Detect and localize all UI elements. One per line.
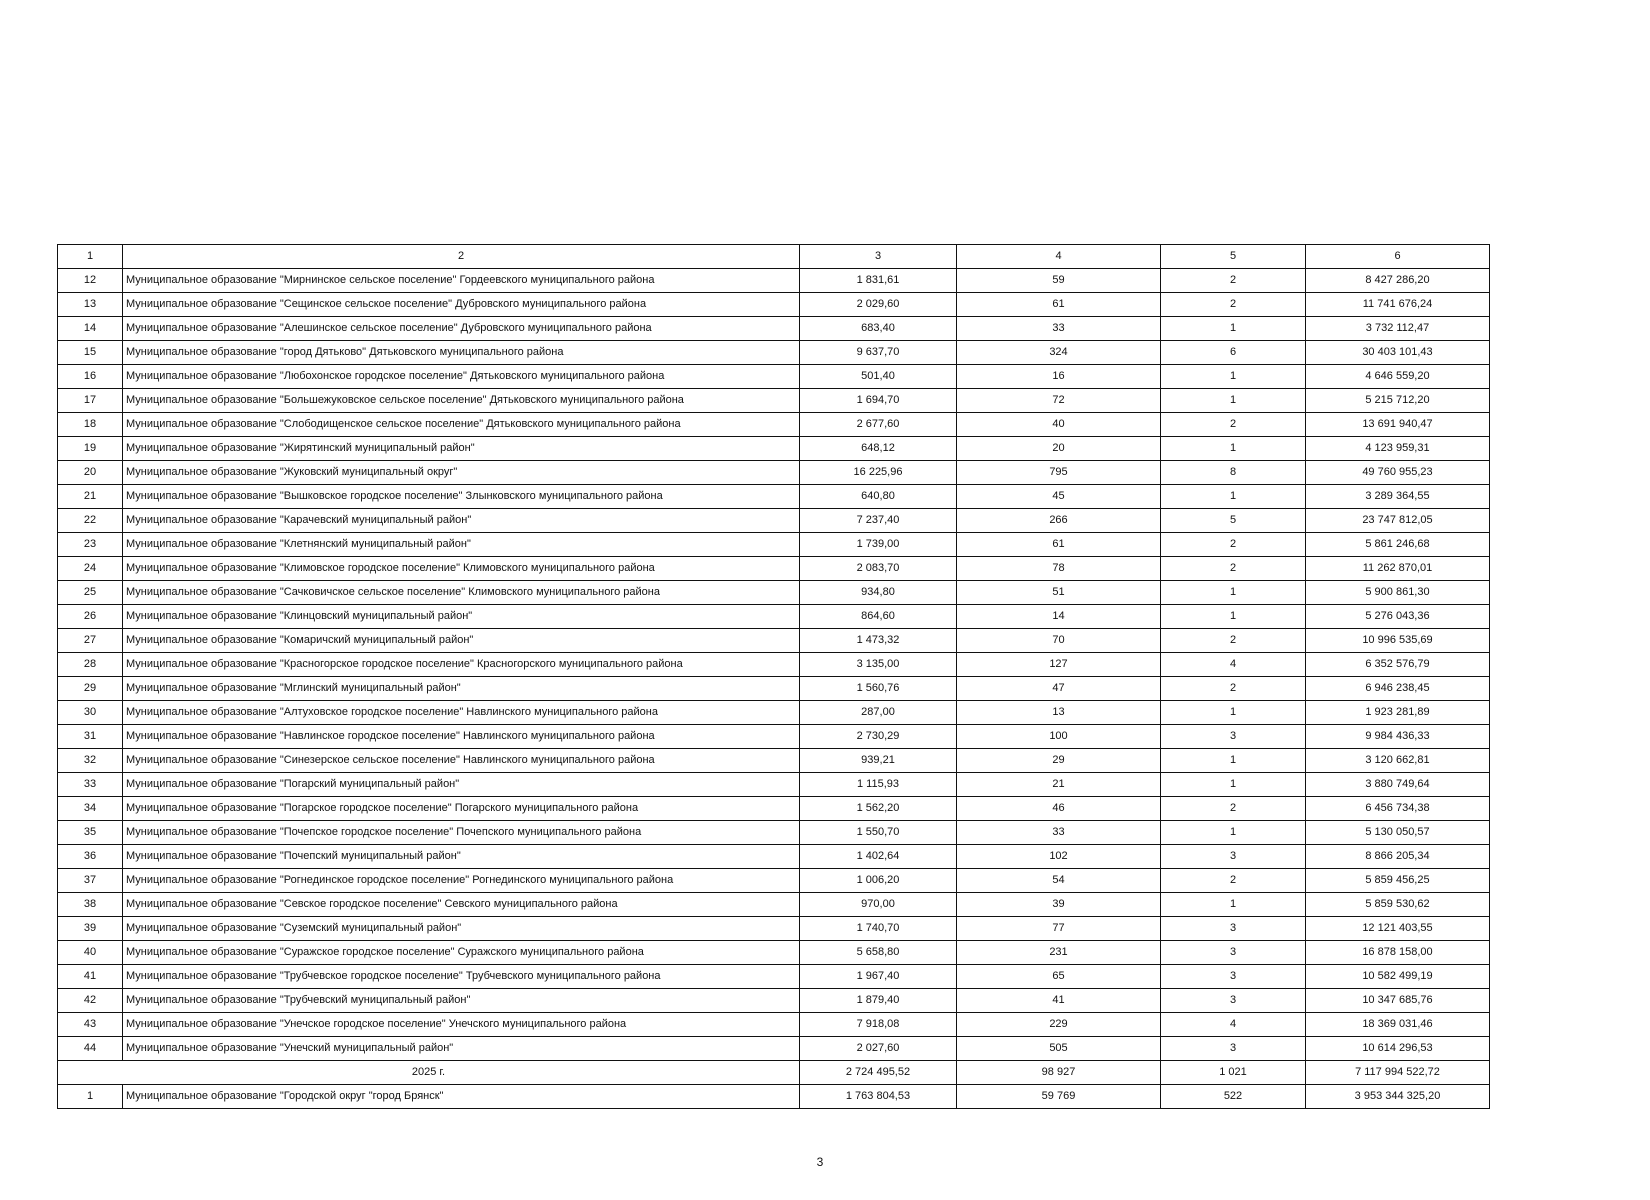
municipality-name: Муниципальное образование "Суземский муниципальный район" [123,917,800,941]
column-5-value: 6 [1161,341,1306,365]
area-value: 1 402,64 [800,845,957,869]
total-row [58,1061,1490,1085]
row-number: 1 [58,1085,123,1109]
count-value: 59 769 [957,1085,1161,1109]
count-value: 61 [957,533,1161,557]
count-value: 33 [957,317,1161,341]
area-value: 970,00 [800,893,957,917]
row-number: 29 [58,677,123,701]
row-number: 38 [58,893,123,917]
total-area: 2 724 495,52 [800,1061,957,1085]
amount-value: 5 215 712,20 [1306,389,1490,413]
amount-value: 5 861 246,68 [1306,533,1490,557]
count-value: 14 [957,605,1161,629]
total-column-5: 1 021 [1161,1061,1306,1085]
amount-value: 6 456 734,38 [1306,797,1490,821]
count-value: 59 [957,269,1161,293]
amount-value: 3 953 344 325,20 [1306,1085,1490,1109]
area-value: 1 550,70 [800,821,957,845]
header-cell-5: 5 [1161,245,1306,269]
column-5-value: 1 [1161,485,1306,509]
count-value: 61 [957,293,1161,317]
municipality-name: Муниципальное образование "Рогнединское городское поселение" Рогнединского муниципального района [123,869,800,893]
municipality-name: Муниципальное образование "Красногорское городское поселение" Красногорского муниципального района [123,653,800,677]
area-value: 1 739,00 [800,533,957,557]
amount-value: 18 369 031,46 [1306,1013,1490,1037]
header-cell-1: 1 [58,245,123,269]
amount-value: 10 614 296,53 [1306,1037,1490,1061]
column-5-value: 4 [1161,653,1306,677]
table-row [58,437,1490,461]
area-value: 934,80 [800,581,957,605]
row-number: 42 [58,989,123,1013]
area-value: 2 730,29 [800,725,957,749]
table-row [58,1013,1490,1037]
table-row [58,797,1490,821]
row-number: 40 [58,941,123,965]
column-5-value: 3 [1161,917,1306,941]
row-number: 41 [58,965,123,989]
area-value: 1 740,70 [800,917,957,941]
row-number: 24 [58,557,123,581]
row-number: 12 [58,269,123,293]
row-number: 30 [58,701,123,725]
count-value: 231 [957,941,1161,965]
municipality-name: Муниципальное образование "Сачковичское сельское поселение" Климовского муниципального района [123,581,800,605]
table-row [58,869,1490,893]
table-row [58,581,1490,605]
municipality-name: Муниципальное образование "Погарский муниципальный район" [123,773,800,797]
municipality-name: Муниципальное образование "Комаричский муниципальный район" [123,629,800,653]
count-value: 51 [957,581,1161,605]
area-value: 1 006,20 [800,869,957,893]
area-value: 683,40 [800,317,957,341]
row-number: 33 [58,773,123,797]
count-value: 78 [957,557,1161,581]
amount-value: 10 996 535,69 [1306,629,1490,653]
table-row [58,533,1490,557]
column-5-value: 2 [1161,533,1306,557]
table-row [58,893,1490,917]
municipality-name: Муниципальное образование "Жирятинский муниципальный район" [123,437,800,461]
area-value: 287,00 [800,701,957,725]
row-number: 27 [58,629,123,653]
municipality-name: Муниципальное образование "Карачевский муниципальный район" [123,509,800,533]
count-value: 100 [957,725,1161,749]
count-value: 127 [957,653,1161,677]
row-number: 31 [58,725,123,749]
column-5-value: 1 [1161,437,1306,461]
area-value: 16 225,96 [800,461,957,485]
table-row [58,917,1490,941]
amount-value: 10 582 499,19 [1306,965,1490,989]
column-5-value: 3 [1161,965,1306,989]
table-row [58,1085,1490,1109]
row-number: 18 [58,413,123,437]
column-5-value: 3 [1161,941,1306,965]
column-5-value: 2 [1161,797,1306,821]
area-value: 1 967,40 [800,965,957,989]
amount-value: 5 859 456,25 [1306,869,1490,893]
area-value: 939,21 [800,749,957,773]
count-value: 795 [957,461,1161,485]
count-value: 41 [957,989,1161,1013]
row-number: 17 [58,389,123,413]
amount-value: 5 276 043,36 [1306,605,1490,629]
column-5-value: 8 [1161,461,1306,485]
row-number: 19 [58,437,123,461]
table-row [58,677,1490,701]
municipality-name: Муниципальное образование "Мирнинское сельское поселение" Гордеевского муниципального района [123,269,800,293]
amount-value: 1 923 281,89 [1306,701,1490,725]
column-5-value: 3 [1161,1037,1306,1061]
header-cell-2: 2 [123,245,800,269]
count-value: 266 [957,509,1161,533]
municipality-name: Муниципальное образование "Вышковское городское поселение" Злынковского муниципального района [123,485,800,509]
count-value: 45 [957,485,1161,509]
row-number: 13 [58,293,123,317]
municipality-name: Муниципальное образование "Слободищенское сельское поселение" Дятьковского муниципального района [123,413,800,437]
page-number: 3 [816,1155,824,1169]
total-count: 98 927 [957,1061,1161,1085]
row-number: 15 [58,341,123,365]
count-value: 505 [957,1037,1161,1061]
row-number: 32 [58,749,123,773]
area-value: 640,80 [800,485,957,509]
amount-value: 8 866 205,34 [1306,845,1490,869]
municipality-name: Муниципальное образование "Клетнянский муниципальный район" [123,533,800,557]
municipality-name: Муниципальное образование "Городской округ "город Брянск" [123,1085,800,1109]
row-number: 26 [58,605,123,629]
table-row [58,725,1490,749]
amount-value: 3 120 662,81 [1306,749,1490,773]
column-5-value: 522 [1161,1085,1306,1109]
row-number: 34 [58,797,123,821]
column-5-value: 1 [1161,317,1306,341]
area-value: 7 918,08 [800,1013,957,1037]
table-row [58,605,1490,629]
row-number: 44 [58,1037,123,1061]
amount-value: 13 691 940,47 [1306,413,1490,437]
area-value: 1 879,40 [800,989,957,1013]
count-value: 70 [957,629,1161,653]
table-row [58,341,1490,365]
table-row [58,485,1490,509]
area-value: 1 473,32 [800,629,957,653]
count-value: 77 [957,917,1161,941]
area-value: 1 560,76 [800,677,957,701]
area-value: 2 029,60 [800,293,957,317]
amount-value: 9 984 436,33 [1306,725,1490,749]
municipality-name: Муниципальное образование "Климовское городское поселение" Климовского муниципального района [123,557,800,581]
count-value: 33 [957,821,1161,845]
municipality-name: Муниципальное образование "Трубчевское городское поселение" Трубчевского муниципального района [123,965,800,989]
table-row [58,653,1490,677]
table-row [58,749,1490,773]
count-value: 13 [957,701,1161,725]
municipality-name: Муниципальное образование "Алешинское сельское поселение" Дубровского муниципального района [123,317,800,341]
column-5-value: 2 [1161,293,1306,317]
column-5-value: 1 [1161,389,1306,413]
municipality-name: Муниципальное образование "Почепский муниципальный район" [123,845,800,869]
municipality-name: Муниципальное образование "Погарское городское поселение" Погарского муниципального района [123,797,800,821]
municipality-name: Муниципальное образование "Унечское городское поселение" Унечского муниципального района [123,1013,800,1037]
area-value: 3 135,00 [800,653,957,677]
area-value: 1 831,61 [800,269,957,293]
municipality-name: Муниципальное образование "Жуковский муниципальный округ" [123,461,800,485]
amount-value: 10 347 685,76 [1306,989,1490,1013]
header-row [58,245,1490,269]
table-row [58,317,1490,341]
amount-value: 49 760 955,23 [1306,461,1490,485]
table-row [58,461,1490,485]
total-amount: 7 117 994 522,72 [1306,1061,1490,1085]
column-5-value: 2 [1161,413,1306,437]
column-5-value: 1 [1161,821,1306,845]
row-number: 39 [58,917,123,941]
count-value: 46 [957,797,1161,821]
header-cell-3: 3 [800,245,957,269]
amount-value: 5 130 050,57 [1306,821,1490,845]
area-value: 648,12 [800,437,957,461]
table-row [58,509,1490,533]
table-row [58,965,1490,989]
row-number: 28 [58,653,123,677]
table-row [58,989,1490,1013]
area-value: 9 637,70 [800,341,957,365]
amount-value: 4 646 559,20 [1306,365,1490,389]
column-5-value: 2 [1161,677,1306,701]
total-label: 2025 г. [58,1061,800,1085]
column-5-value: 5 [1161,509,1306,533]
table-row [58,773,1490,797]
column-5-value: 3 [1161,725,1306,749]
area-value: 1 115,93 [800,773,957,797]
area-value: 1 763 804,53 [800,1085,957,1109]
amount-value: 6 352 576,79 [1306,653,1490,677]
row-number: 43 [58,1013,123,1037]
row-number: 21 [58,485,123,509]
municipality-name: Муниципальное образование "Любохонское городское поселение" Дятьковского муниципального района [123,365,800,389]
amount-value: 11 741 676,24 [1306,293,1490,317]
row-number: 14 [58,317,123,341]
table-row [58,389,1490,413]
table-row [58,941,1490,965]
column-5-value: 2 [1161,557,1306,581]
municipality-name: Муниципальное образование "Сещинское сельское поселение" Дубровского муниципального района [123,293,800,317]
area-value: 2 027,60 [800,1037,957,1061]
table-row [58,365,1490,389]
count-value: 39 [957,893,1161,917]
municipality-name: Муниципальное образование "Алтуховское городское поселение" Навлинского муниципального района [123,701,800,725]
count-value: 324 [957,341,1161,365]
table-row [58,701,1490,725]
count-value: 102 [957,845,1161,869]
amount-value: 3 732 112,47 [1306,317,1490,341]
count-value: 29 [957,749,1161,773]
column-5-value: 1 [1161,701,1306,725]
municipality-name: Муниципальное образование "Суражское городское поселение" Суражского муниципального района [123,941,800,965]
header-cell-4: 4 [957,245,1161,269]
column-5-value: 3 [1161,845,1306,869]
count-value: 72 [957,389,1161,413]
row-number: 22 [58,509,123,533]
amount-value: 6 946 238,45 [1306,677,1490,701]
amount-value: 4 123 959,31 [1306,437,1490,461]
amount-value: 3 880 749,64 [1306,773,1490,797]
municipality-name: Муниципальное образование "Клинцовский муниципальный район" [123,605,800,629]
table-row [58,845,1490,869]
area-value: 1 562,20 [800,797,957,821]
municipality-name: Муниципальное образование "Почепское городское поселение" Почепского муниципального района [123,821,800,845]
column-5-value: 2 [1161,629,1306,653]
row-number: 23 [58,533,123,557]
count-value: 16 [957,365,1161,389]
count-value: 40 [957,413,1161,437]
count-value: 47 [957,677,1161,701]
row-number: 36 [58,845,123,869]
amount-value: 5 859 530,62 [1306,893,1490,917]
municipality-name: Муниципальное образование "Синезерское сельское поселение" Навлинского муниципального района [123,749,800,773]
amount-value: 16 878 158,00 [1306,941,1490,965]
amount-value: 30 403 101,43 [1306,341,1490,365]
amount-value: 5 900 861,30 [1306,581,1490,605]
table-row [58,629,1490,653]
amount-value: 11 262 870,01 [1306,557,1490,581]
municipality-name: Муниципальное образование "город Дятьково" Дятьковского муниципального района [123,341,800,365]
table-row [58,269,1490,293]
area-value: 2 677,60 [800,413,957,437]
table-row [58,293,1490,317]
column-5-value: 2 [1161,869,1306,893]
count-value: 229 [957,1013,1161,1037]
amount-value: 23 747 812,05 [1306,509,1490,533]
municipality-name: Муниципальное образование "Трубчевский муниципальный район" [123,989,800,1013]
amount-value: 3 289 364,55 [1306,485,1490,509]
municipality-name: Муниципальное образование "Севское городское поселение" Севского муниципального района [123,893,800,917]
municipality-name: Муниципальное образование "Мглинский муниципальный район" [123,677,800,701]
table-row [58,821,1490,845]
column-5-value: 1 [1161,749,1306,773]
table-row [58,413,1490,437]
count-value: 21 [957,773,1161,797]
area-value: 7 237,40 [800,509,957,533]
table-row [58,557,1490,581]
header-cell-6: 6 [1306,245,1490,269]
area-value: 2 083,70 [800,557,957,581]
row-number: 25 [58,581,123,605]
column-5-value: 2 [1161,269,1306,293]
column-5-value: 1 [1161,581,1306,605]
data-table [57,244,1490,1109]
count-value: 65 [957,965,1161,989]
row-number: 35 [58,821,123,845]
row-number: 37 [58,869,123,893]
count-value: 20 [957,437,1161,461]
table-body [58,245,1490,1109]
column-5-value: 1 [1161,893,1306,917]
municipality-name: Муниципальное образование "Большежуковское сельское поселение" Дятьковского муниципального района [123,389,800,413]
column-5-value: 4 [1161,1013,1306,1037]
area-value: 864,60 [800,605,957,629]
column-5-value: 1 [1161,605,1306,629]
amount-value: 12 121 403,55 [1306,917,1490,941]
area-value: 501,40 [800,365,957,389]
row-number: 16 [58,365,123,389]
area-value: 5 658,80 [800,941,957,965]
column-5-value: 3 [1161,989,1306,1013]
row-number: 20 [58,461,123,485]
count-value: 54 [957,869,1161,893]
column-5-value: 1 [1161,773,1306,797]
column-5-value: 1 [1161,365,1306,389]
area-value: 1 694,70 [800,389,957,413]
municipality-name: Муниципальное образование "Унечский муниципальный район" [123,1037,800,1061]
amount-value: 8 427 286,20 [1306,269,1490,293]
municipality-name: Муниципальное образование "Навлинское городское поселение" Навлинского муниципального района [123,725,800,749]
table-row [58,1037,1490,1061]
